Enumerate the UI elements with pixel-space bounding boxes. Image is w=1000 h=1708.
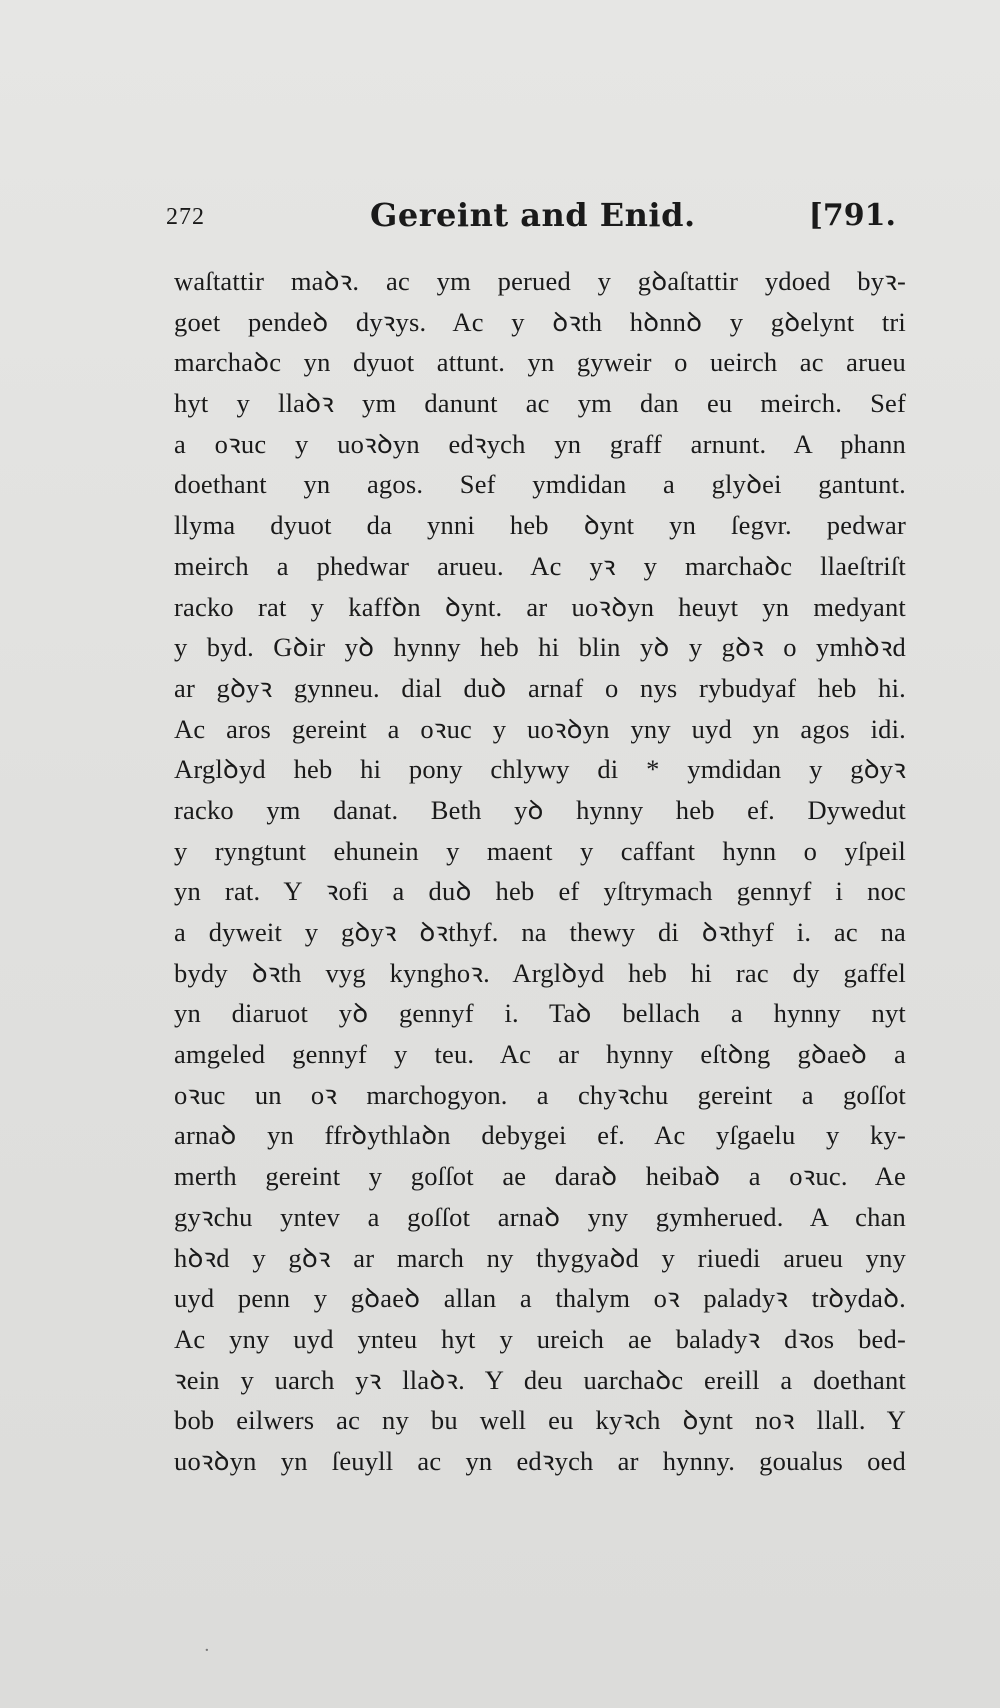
folio-reference: [791. [808,198,896,233]
text-line-17: a dyweit y gꝺyꝛ ꝺꝛthyf. na thewy di ꝺꝛthyf i. ac na [174,917,906,947]
text-line-27: Ac yny uyd ynteu hyt y ureich ae baladyꝛ dꝛos bed- [174,1323,906,1354]
text-line-14: racko ym danat. Beth yꝺ hynny heb ef. Dywedut [174,794,906,825]
text-line-29: bob eilwers ac ny bu well eu kyꝛch ꝺynt noꝛ llall. Y [174,1405,906,1436]
text-line-5: a oꝛuc y uoꝛꝺyn edꝛych yn graff arnunt. A phann [174,428,906,459]
text-line-13: Arglꝺyd heb hi pony chlywy di * ymdidan y gꝺyꝛ [174,754,906,785]
text-line-28: ꝛein y uarch yꝛ llaꝺꝛ. Y deu uarchaꝺc ereill a doethant [174,1364,906,1395]
text-line-24: gyꝛchu yntev a goſſot arnaꝺ yny gymherued. A chan [174,1201,906,1232]
text-line-25: hꝺꝛd y gꝺꝛ ar march ny thygyaꝺd y riuedi arueu yny [174,1242,906,1273]
text-line-2: goet pendeꝺ dyꝛys. Ac y ꝺꝛth hꝺnnꝺ y gꝺelynt tri [174,306,906,337]
text-line-12: Ac aros gereint a oꝛuc y uoꝛꝺyn yny uyd yn agos idi. [174,713,906,744]
text-line-18: bydy ꝺꝛth vyg kynghoꝛ. Arglꝺyd heb hi rac dy gaffel [174,957,906,988]
page-header [166,196,896,242]
text-line-4: hyt y llaꝺꝛ ym danunt ac ym dan eu meirch. Sef [174,388,906,419]
text-line-23: merth gereint y goſſot ae daraꝺ heibaꝺ a oꝛuc. Ae [174,1161,906,1192]
text-line-19: yn diaruot yꝺ gennyf i. Taꝺ bellach a hynny nyt [174,998,906,1029]
text-line-16: yn rat. Y ꝛofi a duꝺ heb ef yſtrymach gennyf i noc [174,876,906,907]
page-number: 272 [166,204,205,230]
text-line-8: meirch a phedwar arueu. Ac yꝛ y marchaꝺc llaeſtriſt [174,550,906,581]
text-line-20: amgeled gennyf y teu. Ac ar hynny eſtꝺng gꝺaeꝺ a [174,1039,906,1070]
text-line-7: llyma dyuot da ynni heb ꝺynt yn ſegvr. pedwar [174,510,906,541]
text-line-1: waſtattir maꝺꝛ. ac ym perued y gꝺaſtattir ydoed byꝛ- [174,266,906,296]
text-line-30: uoꝛꝺyn yn ſeuyll ac yn edꝛych ar hynny. goualus oed [174,1445,906,1476]
text-line-22: arnaꝺ yn ffrꝺythlaꝺn debygei ef. Ac yſgaelu y ky- [174,1120,906,1151]
stray-mark: · [204,1640,210,1661]
text-line-11: ar gꝺyꝛ gynneu. dial duꝺ arnaf o nys rybudyaf heb hi. [174,672,906,703]
text-line-10: y byd. Gꝺir yꝺ hynny heb hi blin yꝺ y gꝺꝛ o ymhꝺꝛd [174,632,906,663]
text-line-21: oꝛuc un oꝛ marchogyon. a chyꝛchu gereint a goſſot [174,1079,906,1110]
text-line-3: marchaꝺc yn dyuot attunt. yn gyweir o ueirch ac arueu [174,347,906,378]
text-line-6: doethant yn agos. Sef ymdidan a glyꝺei gantunt. [174,469,906,500]
text-line-9: racko rat y kaffꝺn ꝺynt. ar uoꝛꝺyn heuyt yn medyant [174,591,906,622]
body-text [174,261,906,1482]
text-line-26: uyd penn y gꝺaeꝺ allan a thalym oꝛ paladyꝛ trꝺydaꝺ. [174,1283,906,1314]
text-line-15: y ryngtunt ehunein y maent y caffant hynn o yſpeil [174,835,906,866]
running-title: Gereint and Enid. [370,196,696,234]
